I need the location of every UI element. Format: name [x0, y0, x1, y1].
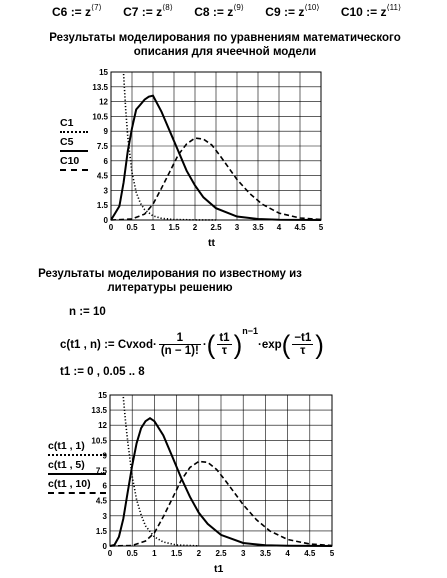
formula-fraction-1: $\frac{1}{(n - 1)!}$ [160, 332, 199, 358]
x-tick-label: 5 [329, 549, 335, 558]
chart2-svg[interactable] [85, 389, 345, 564]
y-tick-label: 9 [103, 127, 108, 137]
legend-label: c(t1 , 1) [48, 440, 85, 452]
section1-heading-line2: описания для ячеечной модели [133, 46, 317, 58]
y-tick-label: 7.5 [95, 466, 107, 476]
x-tick-label: 1.5 [168, 223, 180, 232]
legend-label: C1 [60, 117, 74, 129]
x-tick-label: 5 [318, 223, 324, 232]
x-tick-label: 0.5 [126, 223, 138, 232]
section2-heading-line2: литературы решению [107, 282, 233, 294]
formula-exp: ·exp [258, 338, 282, 351]
chart1-svg[interactable] [86, 66, 336, 256]
section2-heading-line1: Результаты моделирования по известному из [38, 268, 302, 280]
chart1 [86, 66, 336, 261]
x-tick-label: 3 [234, 223, 240, 232]
chart2-xlabel: t1 [214, 563, 224, 575]
legend-label: C5 [60, 136, 74, 148]
definition-c6[interactable]: C6 := $z^{⟨7⟩}$ [52, 3, 102, 19]
x-tick-label: 4.5 [304, 549, 316, 558]
legend-swatch-dashed [60, 169, 88, 171]
y-tick-label: 6 [102, 481, 107, 491]
y-tick-label: 15 [98, 391, 107, 400]
formula-exponent: n−1 [242, 326, 259, 336]
y-tick-label: 7.5 [96, 142, 108, 151]
section1-heading-line1: Результаты моделирования по уравнениям математического [49, 32, 401, 44]
definitions-row [52, 3, 419, 19]
y-tick-label: 13.5 [92, 82, 108, 92]
definition-c7[interactable]: C7 := $z^{⟨8⟩}$ [123, 3, 173, 19]
y-tick-label: 15 [99, 68, 108, 77]
x-tick-label: 1 [150, 223, 156, 232]
y-tick-label: 1.5 [95, 526, 107, 536]
y-tick-label: 1.5 [96, 201, 108, 211]
y-tick-label: 9 [102, 451, 107, 461]
section1-heading [10, 31, 440, 59]
legend-entry-c5 [60, 136, 88, 155]
legend-entry-c1 [60, 117, 88, 136]
series-line-c-t1-1 [123, 397, 199, 546]
x-tick-label: 1.5 [171, 549, 183, 558]
formula[interactable]: c(t1 , n) := Cvxod· $\frac{1}{(n - 1)!}$ ·( $\frac{t1}{\tau}$ )$^{n-1}$·exp( $\frac{-t1}{\tau}$ ) [60, 326, 324, 360]
legend-swatch-dotted [60, 131, 88, 133]
y-tick-label: 10.5 [92, 112, 108, 122]
legend-swatch-solid [60, 150, 88, 152]
legend-entry-c10 [60, 155, 88, 174]
y-tick-label: 3 [102, 511, 107, 521]
x-tick-label: 4.5 [294, 223, 306, 232]
formula-fraction-3: $\frac{-t1}{\tau}$ [294, 332, 312, 358]
legend-label: c(t1 , 10) [48, 478, 91, 490]
x-tick-label: 3.5 [259, 549, 271, 558]
x-tick-label: 0 [108, 223, 114, 232]
y-tick-label: 13.5 [91, 406, 107, 416]
series-line-c1 [124, 74, 216, 220]
x-tick-label: 0 [107, 549, 113, 558]
legend-label: C10 [60, 155, 80, 167]
y-tick-label: 3 [103, 186, 108, 196]
formula-fraction-2: $\frac{t1}{\tau}$ [219, 332, 230, 358]
y-tick-label: 4.5 [95, 496, 107, 506]
y-tick-label: 0 [102, 542, 107, 551]
x-tick-label: 2.5 [210, 223, 222, 232]
y-tick-label: 12 [99, 97, 108, 107]
y-tick-label: 4.5 [96, 171, 108, 181]
range-definition[interactable]: t1 := 0 , 0.05 .. 8 [60, 366, 145, 378]
x-tick-label: 4 [276, 223, 282, 232]
definition-c10[interactable]: C10 := $z^{⟨11⟩}$ [340, 3, 402, 19]
chart1-xlabel: tt [208, 237, 215, 249]
y-tick-label: 12 [98, 421, 107, 431]
formula-lhs: c(t1 , n) := Cvxod· [60, 338, 157, 351]
x-tick-label: 0.5 [126, 549, 138, 558]
x-tick-label: 4 [285, 549, 290, 558]
y-tick-label: 10.5 [91, 436, 107, 446]
x-tick-label: 3 [240, 549, 246, 558]
x-tick-label: 2 [192, 223, 198, 232]
x-tick-label: 2.5 [215, 549, 227, 558]
chart1-legend [60, 117, 88, 174]
x-tick-label: 1 [152, 549, 157, 558]
chart2 [85, 389, 345, 569]
x-tick-label: 3.5 [252, 223, 264, 232]
x-tick-label: 2 [196, 549, 202, 558]
definition-c9[interactable]: C9 := $z^{⟨10⟩}$ [265, 3, 320, 19]
y-tick-label: 6 [103, 156, 108, 166]
y-tick-label: 0 [103, 216, 108, 225]
n-definition[interactable]: n := 10 [69, 306, 106, 318]
definition-c8[interactable]: C8 := $z^{⟨9⟩}$ [194, 3, 244, 19]
legend-label: c(t1 , 5) [48, 459, 85, 471]
section2-heading [20, 267, 320, 295]
